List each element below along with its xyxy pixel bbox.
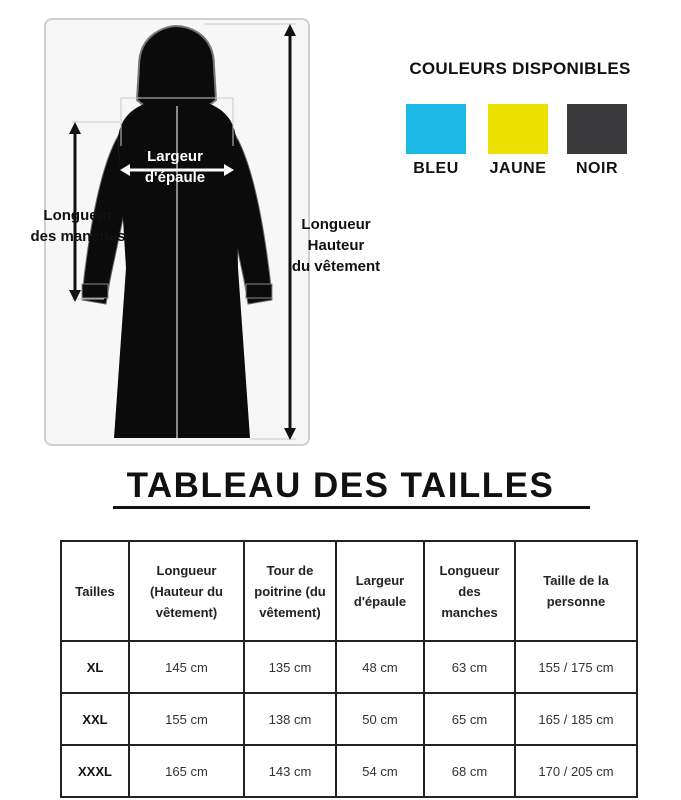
header-person-height: Taille de la personne: [515, 541, 637, 641]
table-cell: 165 / 185 cm: [515, 693, 637, 745]
header-shoulder-width: Largeur d'épaule: [336, 541, 424, 641]
sleeve-length-label-line2: des manches: [30, 228, 126, 245]
table-cell: 145 cm: [129, 641, 244, 693]
color-name-blue: BLEU: [413, 160, 459, 177]
shoulder-width-label: [120, 146, 230, 188]
table-cell: 65 cm: [424, 693, 515, 745]
table-cell: 135 cm: [244, 641, 336, 693]
sleeve-length-label-line1: Longueur: [43, 207, 113, 224]
size-cell: XXXL: [61, 745, 129, 797]
table-row: [61, 641, 637, 693]
garment-length-label-line1: Longueur: [301, 216, 371, 233]
table-cell: 138 cm: [244, 693, 336, 745]
table-cell: 50 cm: [336, 693, 424, 745]
table-cell: 63 cm: [424, 641, 515, 693]
size-chart-table: [60, 540, 638, 798]
size-chart-title: TABLEAU DES TAILLES: [126, 466, 555, 505]
sleeve-length-label: [30, 205, 126, 247]
header-sizes: Tailles: [61, 541, 129, 641]
title-underline: [113, 506, 590, 509]
left-cuff: [82, 284, 108, 298]
table-header-row: [61, 541, 637, 641]
table-cell: 54 cm: [336, 745, 424, 797]
table-cell: 155 / 175 cm: [515, 641, 637, 693]
table-cell: 48 cm: [336, 641, 424, 693]
hood-shape: [137, 26, 216, 114]
table-cell: 143 cm: [244, 745, 336, 797]
color-swatch-blue: [406, 104, 466, 154]
color-name-yellow: JAUNE: [489, 160, 547, 177]
table-cell: 68 cm: [424, 745, 515, 797]
garment-length-label: [284, 214, 388, 277]
right-cuff: [246, 284, 272, 298]
table-row: [61, 693, 637, 745]
header-chest: Tour de poitrine (du vêtement): [244, 541, 336, 641]
header-sleeve-length: Longueur des manches: [424, 541, 515, 641]
shoulder-width-label-line2: d'épaule: [144, 169, 206, 186]
available-colors-title: COULEURS DISPONIBLES: [409, 59, 631, 78]
table-row: [61, 745, 637, 797]
garment-length-label-line2: Hauteur: [307, 237, 365, 254]
shoulder-width-label-line1: Largeur: [147, 148, 203, 165]
color-name-black: NOIR: [576, 160, 618, 177]
color-swatch-yellow: [488, 104, 548, 154]
table-cell: 155 cm: [129, 693, 244, 745]
color-swatch-black: [567, 104, 627, 154]
size-cell: XXL: [61, 693, 129, 745]
table-cell: 165 cm: [129, 745, 244, 797]
garment-length-label-line3: du vêtement: [291, 258, 381, 275]
size-cell: XL: [61, 641, 129, 693]
table-cell: 170 / 205 cm: [515, 745, 637, 797]
header-length: Longueur (Hauteur du vêtement): [129, 541, 244, 641]
